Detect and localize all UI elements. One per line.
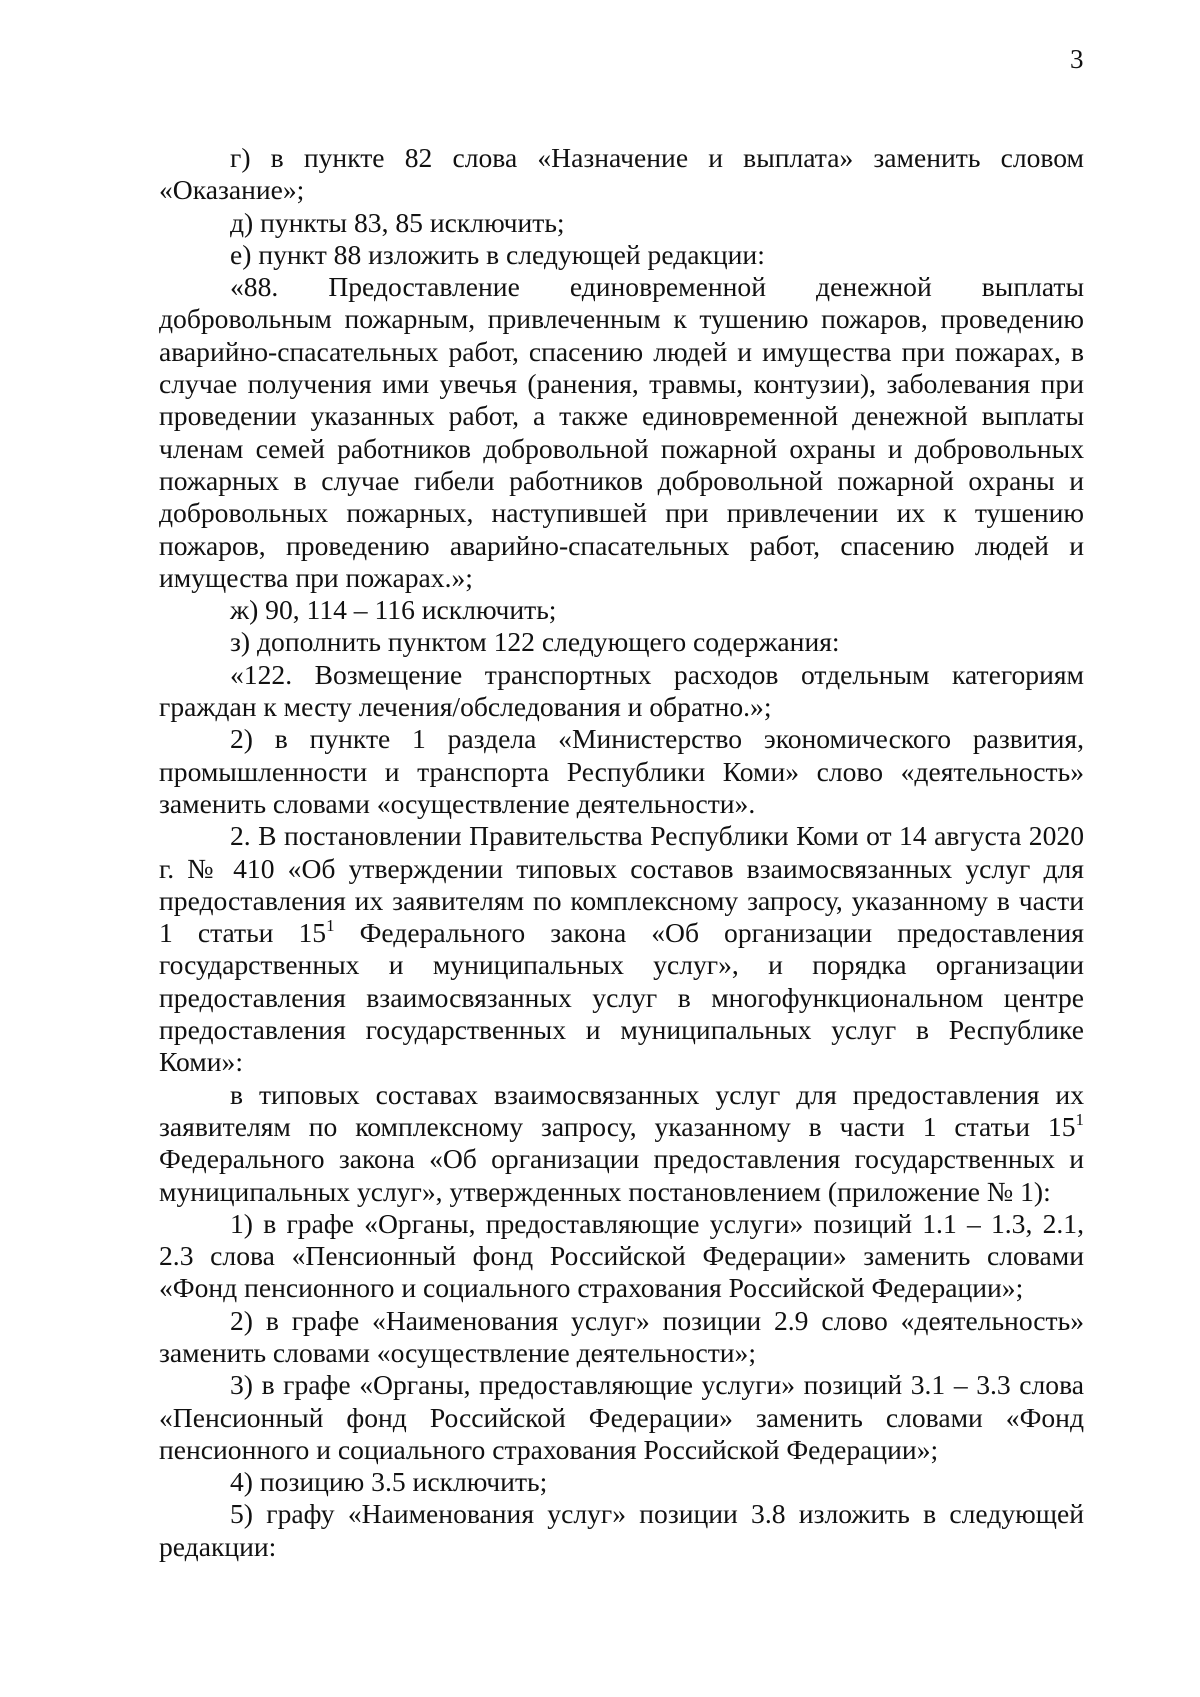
paragraph-typical-compositions-part-a: в типовых составах взаимосвязанных услуг для предоставления их заявителям по комплексному запросу, указанному в части 1 статьи 15 [159,1078,1084,1142]
paragraph-item-d: д) пункты 83, 85 исключить; [230,206,565,238]
paragraph-typical-compositions [159,1079,1084,1208]
paragraph-subitem-1: 1) в графе «Органы, предоставляющие услуги» позиций 1.1 – 1.3, 2.1, 2.3 слова «Пенсионный фонд Российской Федерации» заменить словами «Фонд пенсионного и социального страхования Российской Федерации»; [159,1207,1084,1304]
superscript-1: 1 [1075,1109,1084,1129]
superscript-1: 1 [326,916,335,936]
paragraph-item-zh: ж) 90, 114 – 116 исключить; [230,594,557,626]
paragraph-item-z: з) дополнить пунктом 122 следующего содержания: [230,626,840,658]
paragraph-item-e: е) пункт 88 изложить в следующей редакции: [230,238,765,270]
paragraph-subitem-3: 3) в графе «Органы, предоставляющие услуги» позиций 3.1 – 3.3 слова «Пенсионный фонд Российской Федерации» заменить словами «Фонд пенсионного и социального страхования Российской Федерации»; [159,1369,1084,1465]
paragraph-subitem-4: 4) позицию 3.5 исключить; [230,1466,548,1498]
paragraph-section-2-part-b: Федерального закона «Об организации предоставления государственных и муниципальных услуг», и порядка организации предоставления взаимосвязанных услуг в многофункциональном центре предоставления государственных и муниципальных услуг в Республике Коми»: [159,917,1084,1078]
paragraph-item-88-text: «88. Предоставление единовременной денежной выплаты добровольным пожарным, привлеченным к тушению пожаров, проведению аварийно-спасательных работ, спасению людей и имущества при пожарах, в случае получения ими увечья (ранения, травмы, контузии), заболевания при проведении указанных работ, а также единовременной денежной выплаты членам семей работников добровольной пожарной охраны и добровольных пожарных в случае гибели работников добровольной пожарной охраны и добровольных пожарных, наступившей при привлечении их к тушению пожаров, проведению аварийно-спасательных работ, спасению людей и имущества при пожарах.»; [159,271,1084,593]
paragraph-subitem-2-services: 2) в графе «Наименования услуг» позиции 2.9 слово «деятельность» заменить словами «осуществление деятельности»; [159,1304,1084,1368]
paragraph-typical-compositions-part-b: Федерального закона «Об организации предоставления государственных и муниципальных услуг», утвержденных постановлением (приложение № 1): [159,1143,1084,1207]
document-body [159,142,1084,1563]
paragraph-item-122-text: «122. Возмещение транспортных расходов отдельным категориям граждан к месту лечения/обследования и обратно.»; [159,658,1084,723]
paragraph-subitem-2: 2) в пункте 1 раздела «Министерство экономического развития, промышленности и транспорта Республики Коми» слово «деятельность» заменить словами «осуществление деятельности». [159,723,1084,819]
paragraph-item-g: г) в пункте 82 слова «Назначение и выплата» заменить словом «Оказание»; [159,142,1084,206]
page-number: 3 [1070,44,1084,74]
paragraph-section-2-part-a: 2. В постановлении Правительства Республики Коми от 14 августа 2020 г. № 410 «Об утверждении типовых составов взаимосвязанных услуг для предоставления их заявителям по комплексному запросу, указанному в части 1 статьи 15 [159,820,1084,949]
paragraph-section-2 [159,820,1084,1078]
paragraph-subitem-5: 5) графу «Наименования услуг» позиции 3.8 изложить в следующей редакции: [159,1498,1084,1562]
